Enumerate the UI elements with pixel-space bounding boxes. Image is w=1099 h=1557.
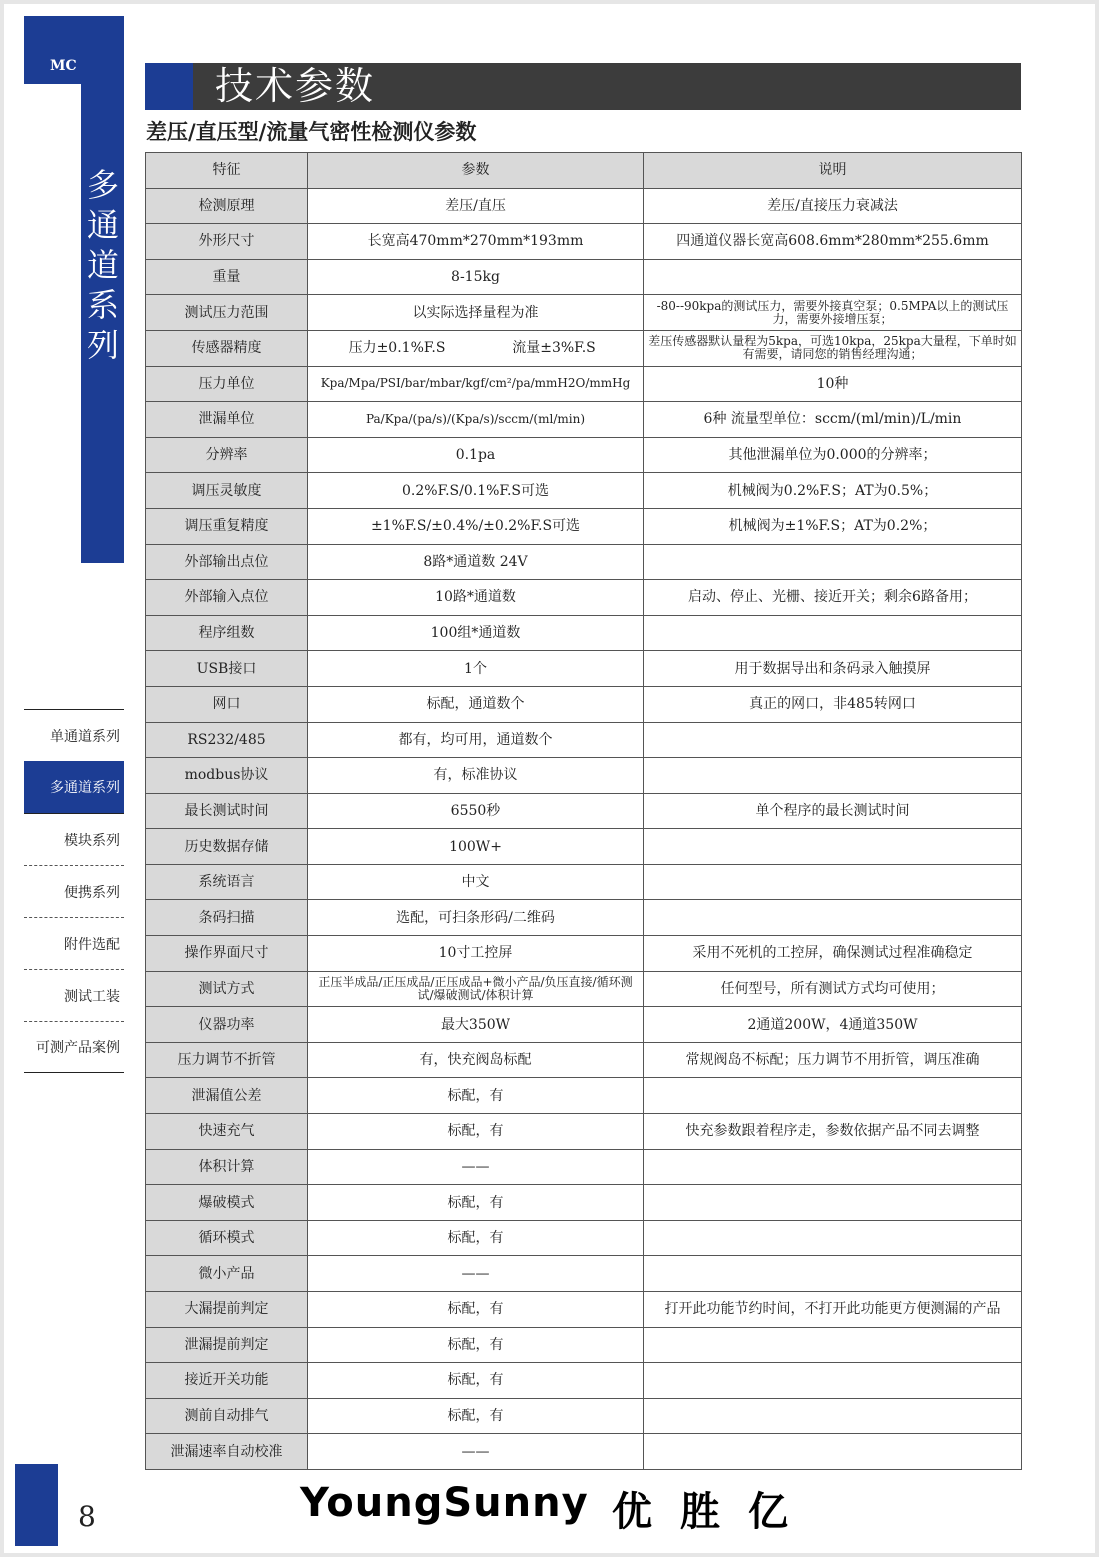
- param-cell: 有，快充阀岛标配: [308, 1042, 644, 1078]
- table-row: [146, 402, 1022, 438]
- feature-cell: 外部输出点位: [146, 544, 308, 580]
- feature-cell: 调压灵敏度: [146, 473, 308, 509]
- feature-cell: 体积计算: [146, 1149, 308, 1185]
- note-cell: 快充参数跟着程序走，参数依据产品不同去调整: [644, 1114, 1022, 1150]
- note-cell: 采用不死机的工控屏，确保测试过程准确稳定: [644, 936, 1022, 972]
- table-row: [146, 971, 1022, 1007]
- feature-cell: 大漏提前判定: [146, 1292, 308, 1328]
- table-row: [146, 1398, 1022, 1434]
- param-value-flow: 流量±3%F.S: [512, 340, 596, 357]
- table-row: [146, 1007, 1022, 1043]
- feature-cell: 泄漏速率自动校准: [146, 1434, 308, 1470]
- param-cell: 0.1pa: [308, 437, 644, 473]
- page-number: 8: [78, 1500, 96, 1533]
- feature-cell: 系统语言: [146, 864, 308, 900]
- feature-cell: 快速充气: [146, 1114, 308, 1150]
- feature-cell: 微小产品: [146, 1256, 308, 1292]
- table-row: [146, 366, 1022, 402]
- feature-cell: 传感器精度: [146, 330, 308, 366]
- note-cell: [644, 1220, 1022, 1256]
- table-row: [146, 651, 1022, 687]
- table-row: [146, 758, 1022, 794]
- table-row: [146, 1114, 1022, 1150]
- note-cell: 任何型号，所有测试方式均可使用；: [644, 971, 1022, 1007]
- note-cell: 常规阀岛不标配；压力调节不用折管，调压准确: [644, 1042, 1022, 1078]
- page-border-left: [0, 0, 4, 1557]
- param-cell: ±1%F.S/±0.4%/±0.2%F.S可选: [308, 508, 644, 544]
- feature-cell: 泄漏值公差: [146, 1078, 308, 1114]
- param-cell: 标配，有: [308, 1220, 644, 1256]
- footer-brand-en: YoungSunny: [300, 1480, 589, 1526]
- note-cell: 2通道200W，4通道350W: [644, 1007, 1022, 1043]
- side-nav-single-channel[interactable]: 单通道系列: [24, 709, 124, 761]
- table-row: [146, 580, 1022, 616]
- param-cell: ——: [308, 1256, 644, 1292]
- column-header-note: 说明: [644, 153, 1022, 189]
- param-cell: ——: [308, 1434, 644, 1470]
- note-cell: [644, 1149, 1022, 1185]
- param-cell: 差压/直压: [308, 188, 644, 224]
- table-row: [146, 829, 1022, 865]
- feature-cell: 泄漏提前判定: [146, 1327, 308, 1363]
- table-row: [146, 900, 1022, 936]
- note-cell: [644, 615, 1022, 651]
- feature-cell: USB接口: [146, 651, 308, 687]
- param-cell: Pa/Kpa/(pa/s)/(Kpa/s)/sccm/(ml/min): [308, 402, 644, 438]
- feature-cell: modbus协议: [146, 758, 308, 794]
- side-nav: [24, 709, 124, 1073]
- spec-table: [145, 152, 1022, 1470]
- feature-cell: 程序组数: [146, 615, 308, 651]
- param-cell: 100W+: [308, 829, 644, 865]
- header-accent: [145, 63, 193, 110]
- table-row: [146, 330, 1022, 366]
- note-cell: [644, 259, 1022, 295]
- note-cell: 10种: [644, 366, 1022, 402]
- table-row: [146, 1292, 1022, 1328]
- table-row: [146, 1149, 1022, 1185]
- note-cell: [644, 900, 1022, 936]
- footer-brand-cn: 优胜亿: [612, 1488, 816, 1535]
- param-cell: 选配，可扫条形码/二维码: [308, 900, 644, 936]
- feature-cell: 压力调节不折管: [146, 1042, 308, 1078]
- side-nav-portable[interactable]: 便携系列: [24, 865, 124, 917]
- param-cell: 长宽高470mm*270mm*193mm: [308, 224, 644, 260]
- note-cell: [644, 829, 1022, 865]
- table-row: [146, 224, 1022, 260]
- side-nav-fixtures[interactable]: 测试工装: [24, 969, 124, 1021]
- param-cell: 标配，通道数个: [308, 686, 644, 722]
- param-cell: 1个: [308, 651, 644, 687]
- feature-cell: 泄漏单位: [146, 402, 308, 438]
- table-row: [146, 864, 1022, 900]
- column-header-feature: 特征: [146, 153, 308, 189]
- note-cell: [644, 1185, 1022, 1221]
- table-row: [146, 1363, 1022, 1399]
- feature-cell: 最长测试时间: [146, 793, 308, 829]
- feature-cell: 外部输入点位: [146, 580, 308, 616]
- table-row: [146, 259, 1022, 295]
- page-title: 技术参数: [215, 64, 376, 108]
- spec-table-body: [146, 188, 1022, 1469]
- param-cell: 标配，有: [308, 1185, 644, 1221]
- feature-cell: 条码扫描: [146, 900, 308, 936]
- feature-cell: 压力单位: [146, 366, 308, 402]
- page-border-top: [0, 0, 1099, 4]
- param-cell: 8-15kg: [308, 259, 644, 295]
- series-title: 多通道系列: [86, 166, 119, 364]
- param-cell: 以实际选择量程为准: [308, 295, 644, 331]
- param-cell: 标配，有: [308, 1078, 644, 1114]
- page-border-bottom: [0, 1553, 1099, 1557]
- note-cell: 启动、停止、光栅、接近开关；剩余6路备用；: [644, 580, 1022, 616]
- note-cell: 机械阀为±1%F.S；AT为0.2%；: [644, 508, 1022, 544]
- feature-cell: 分辨率: [146, 437, 308, 473]
- feature-cell: 测试方式: [146, 971, 308, 1007]
- note-cell: 打开此功能节约时间，不打开此功能更方便测漏的产品: [644, 1292, 1022, 1328]
- param-cell: 标配，有: [308, 1398, 644, 1434]
- param-cell: 标配，有: [308, 1363, 644, 1399]
- table-row: [146, 1220, 1022, 1256]
- table-row: [146, 1434, 1022, 1470]
- table-row: [146, 1256, 1022, 1292]
- feature-cell: 循环模式: [146, 1220, 308, 1256]
- feature-cell: 操作界面尺寸: [146, 936, 308, 972]
- note-cell: 单个程序的最长测试时间: [644, 793, 1022, 829]
- note-cell: 差压传感器默认量程为5kpa，可选10kpa，25kpa大量程，下单时如有需要，请同您的销售经理沟通；: [644, 330, 1022, 366]
- feature-cell: 仪器功率: [146, 1007, 308, 1043]
- param-cell: 6550秒: [308, 793, 644, 829]
- feature-cell: 检测原理: [146, 188, 308, 224]
- feature-cell: 重量: [146, 259, 308, 295]
- param-cell: 100组*通道数: [308, 615, 644, 651]
- feature-cell: RS232/485: [146, 722, 308, 758]
- param-cell: [308, 330, 644, 366]
- side-nav-accessories[interactable]: 附件选配: [24, 917, 124, 969]
- series-code: MC: [50, 58, 77, 74]
- param-cell: Kpa/Mpa/PSI/bar/mbar/kgf/cm²/pa/mmH2O/mmHg: [308, 366, 644, 402]
- table-row: [146, 508, 1022, 544]
- param-cell: 标配，有: [308, 1292, 644, 1328]
- param-cell: 10路*通道数: [308, 580, 644, 616]
- table-row: [146, 1327, 1022, 1363]
- feature-cell: 外形尺寸: [146, 224, 308, 260]
- column-header-param: 参数: [308, 153, 644, 189]
- table-row: [146, 473, 1022, 509]
- note-cell: [644, 722, 1022, 758]
- feature-cell: 爆破模式: [146, 1185, 308, 1221]
- param-cell: 0.2%F.S/0.1%F.S可选: [308, 473, 644, 509]
- note-cell: 四通道仪器长宽高608.6mm*280mm*255.6mm: [644, 224, 1022, 260]
- param-cell: 都有，均可用，通道数个: [308, 722, 644, 758]
- note-cell: [644, 1434, 1022, 1470]
- note-cell: [644, 758, 1022, 794]
- param-cell: ——: [308, 1149, 644, 1185]
- table-row: [146, 1042, 1022, 1078]
- table-row: [146, 936, 1022, 972]
- feature-cell: 接近开关功能: [146, 1363, 308, 1399]
- param-cell: 标配，有: [308, 1327, 644, 1363]
- feature-cell: 历史数据存储: [146, 829, 308, 865]
- page-subtitle: 差压/直压型/流量气密性检测仪参数: [146, 119, 477, 144]
- param-cell: 8路*通道数 24V: [308, 544, 644, 580]
- table-row: [146, 437, 1022, 473]
- note-cell: [644, 544, 1022, 580]
- page-number-tab: [15, 1464, 58, 1546]
- note-cell: 机械阀为0.2%F.S；AT为0.5%；: [644, 473, 1022, 509]
- side-nav-product-cases[interactable]: 可测产品案例: [24, 1021, 124, 1073]
- param-cell: 正压半成品/正压成品/正压成品+微小产品/负压直接/循环测试/爆破测试/体积计算: [308, 971, 644, 1007]
- table-row: [146, 686, 1022, 722]
- note-cell: 6种 流量型单位：sccm/(ml/min)/L/min: [644, 402, 1022, 438]
- note-cell: [644, 1256, 1022, 1292]
- feature-cell: 测试压力范围: [146, 295, 308, 331]
- table-row: [146, 295, 1022, 331]
- table-row: [146, 1185, 1022, 1221]
- page-border-right: [1095, 0, 1099, 1557]
- param-cell: 最大350W: [308, 1007, 644, 1043]
- table-row: [146, 1078, 1022, 1114]
- note-cell: [644, 1398, 1022, 1434]
- note-cell: [644, 1327, 1022, 1363]
- param-cell: 10寸工控屏: [308, 936, 644, 972]
- note-cell: 差压/直接压力衰减法: [644, 188, 1022, 224]
- note-cell: 真正的网口，非485转网口: [644, 686, 1022, 722]
- side-nav-multi-channel[interactable]: 多通道系列: [24, 761, 124, 813]
- note-cell: -80--90kpa的测试压力，需要外接真空泵；0.5MPA以上的测试压力，需要外接增压泵；: [644, 295, 1022, 331]
- note-cell: [644, 1078, 1022, 1114]
- table-row: [146, 722, 1022, 758]
- table-header-row: [146, 153, 1022, 189]
- note-cell: 用于数据导出和条码录入触摸屏: [644, 651, 1022, 687]
- note-cell: [644, 1363, 1022, 1399]
- param-cell: 有，标准协议: [308, 758, 644, 794]
- feature-cell: 网口: [146, 686, 308, 722]
- param-value-pressure: 压力±0.1%F.S: [348, 340, 446, 357]
- param-cell: 标配，有: [308, 1114, 644, 1150]
- note-cell: [644, 864, 1022, 900]
- note-cell: 其他泄漏单位为0.000的分辨率；: [644, 437, 1022, 473]
- table-row: [146, 615, 1022, 651]
- table-row: [146, 188, 1022, 224]
- side-nav-module[interactable]: 模块系列: [24, 813, 124, 865]
- table-row: [146, 544, 1022, 580]
- param-cell: 中文: [308, 864, 644, 900]
- feature-cell: 调压重复精度: [146, 508, 308, 544]
- feature-cell: 测前自动排气: [146, 1398, 308, 1434]
- table-row: [146, 793, 1022, 829]
